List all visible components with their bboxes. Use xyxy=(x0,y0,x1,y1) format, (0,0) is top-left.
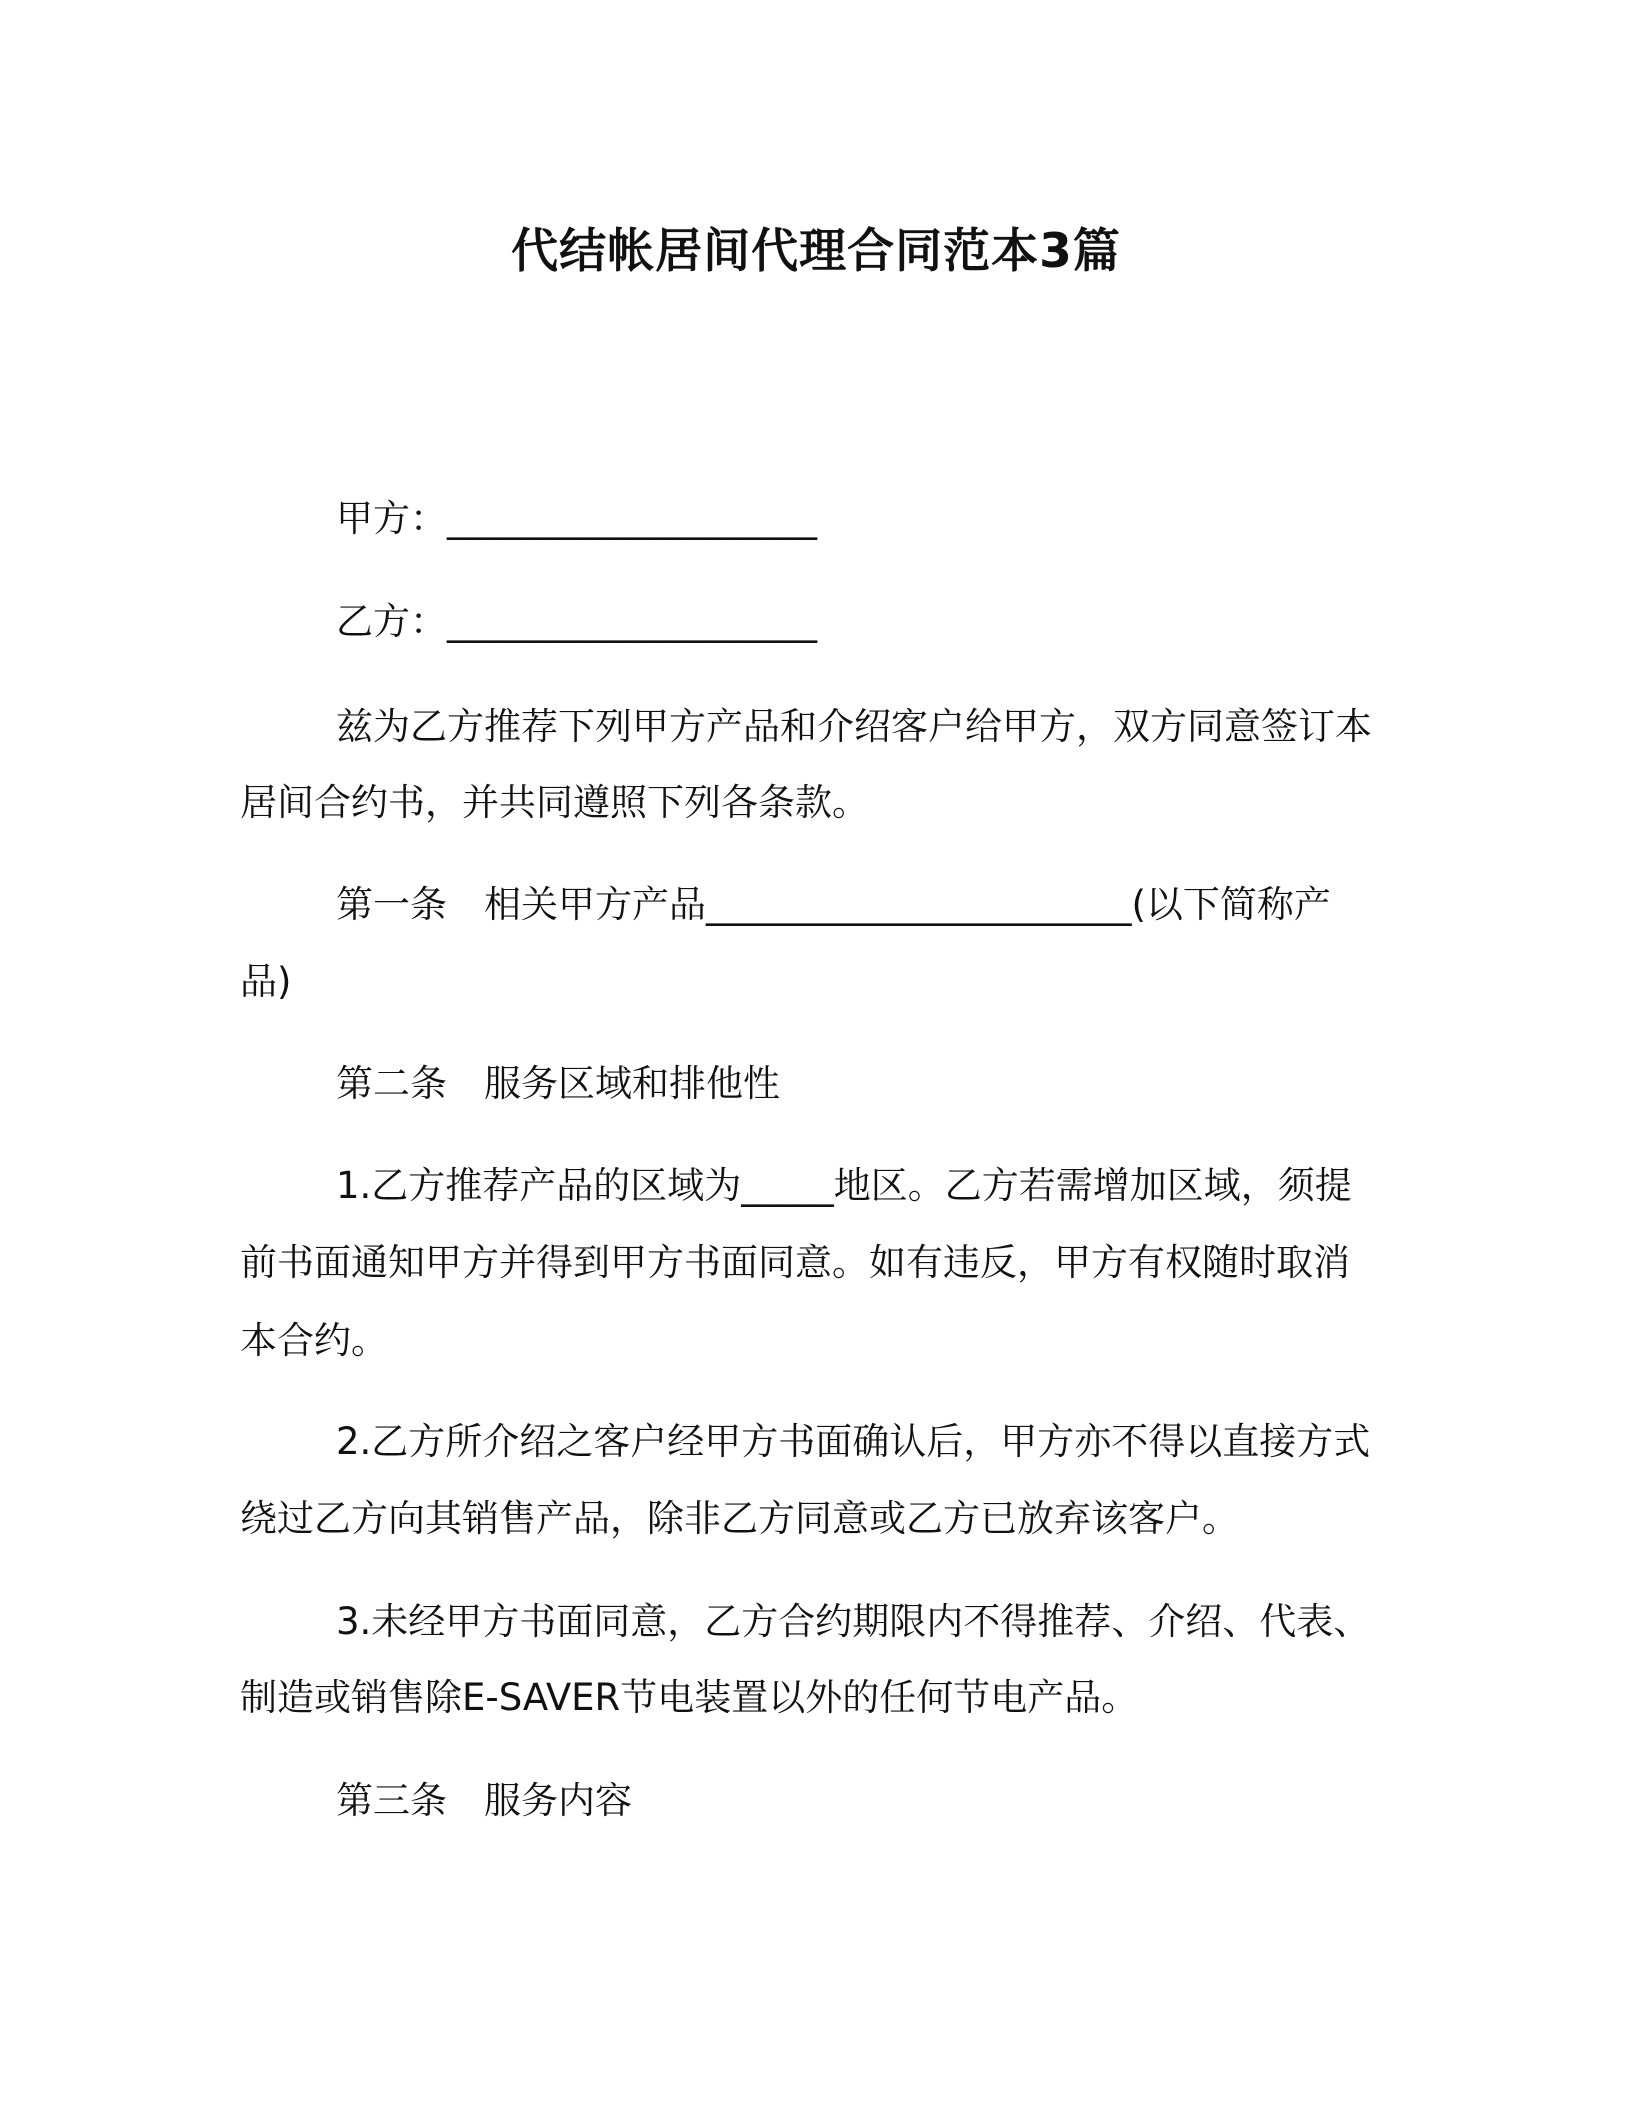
clause-2-1-line-1: 1.乙方推荐产品的区域为_____地区。乙方若需增加区域，须提 xyxy=(336,1164,1352,1207)
article-3-heading: 第三条 服务内容 xyxy=(336,1779,632,1822)
party-a-line: 甲方：____________________ xyxy=(336,497,817,540)
article-1-line-2: 品) xyxy=(240,960,292,1003)
clause-2-3-line-2: 制造或销售除E-SAVER节电装置以外的任何节电产品。 xyxy=(240,1676,1139,1719)
intro-line-2: 居间合约书，并共同遵照下列各条款。 xyxy=(240,781,869,824)
clause-2-3-line-1: 3.未经甲方书面同意，乙方合约期限内不得推荐、介绍、代表、 xyxy=(336,1600,1371,1643)
clause-2-1-line-3: 本合约。 xyxy=(240,1319,388,1362)
clause-2-2-line-1: 2.乙方所介绍之客户经甲方书面确认后，甲方亦不得以直接方式 xyxy=(336,1420,1371,1463)
article-2-heading: 第二条 服务区域和排他性 xyxy=(336,1062,780,1105)
article-1-line-1: 第一条 相关甲方产品_______________________(以下简称产 xyxy=(336,883,1331,926)
clause-2-1-line-2: 前书面通知甲方并得到甲方书面同意。如有违反，甲方有权随时取消 xyxy=(240,1241,1350,1284)
clause-2-2-line-2: 绕过乙方向其销售产品，除非乙方同意或乙方已放弃该客户。 xyxy=(240,1497,1239,1540)
intro-line-1: 兹为乙方推荐下列甲方产品和介绍客户给甲方，双方同意签订本 xyxy=(336,705,1372,748)
document-title: 代结帐居间代理合同范本3篇 xyxy=(511,224,1121,279)
party-b-line: 乙方：____________________ xyxy=(336,600,817,643)
